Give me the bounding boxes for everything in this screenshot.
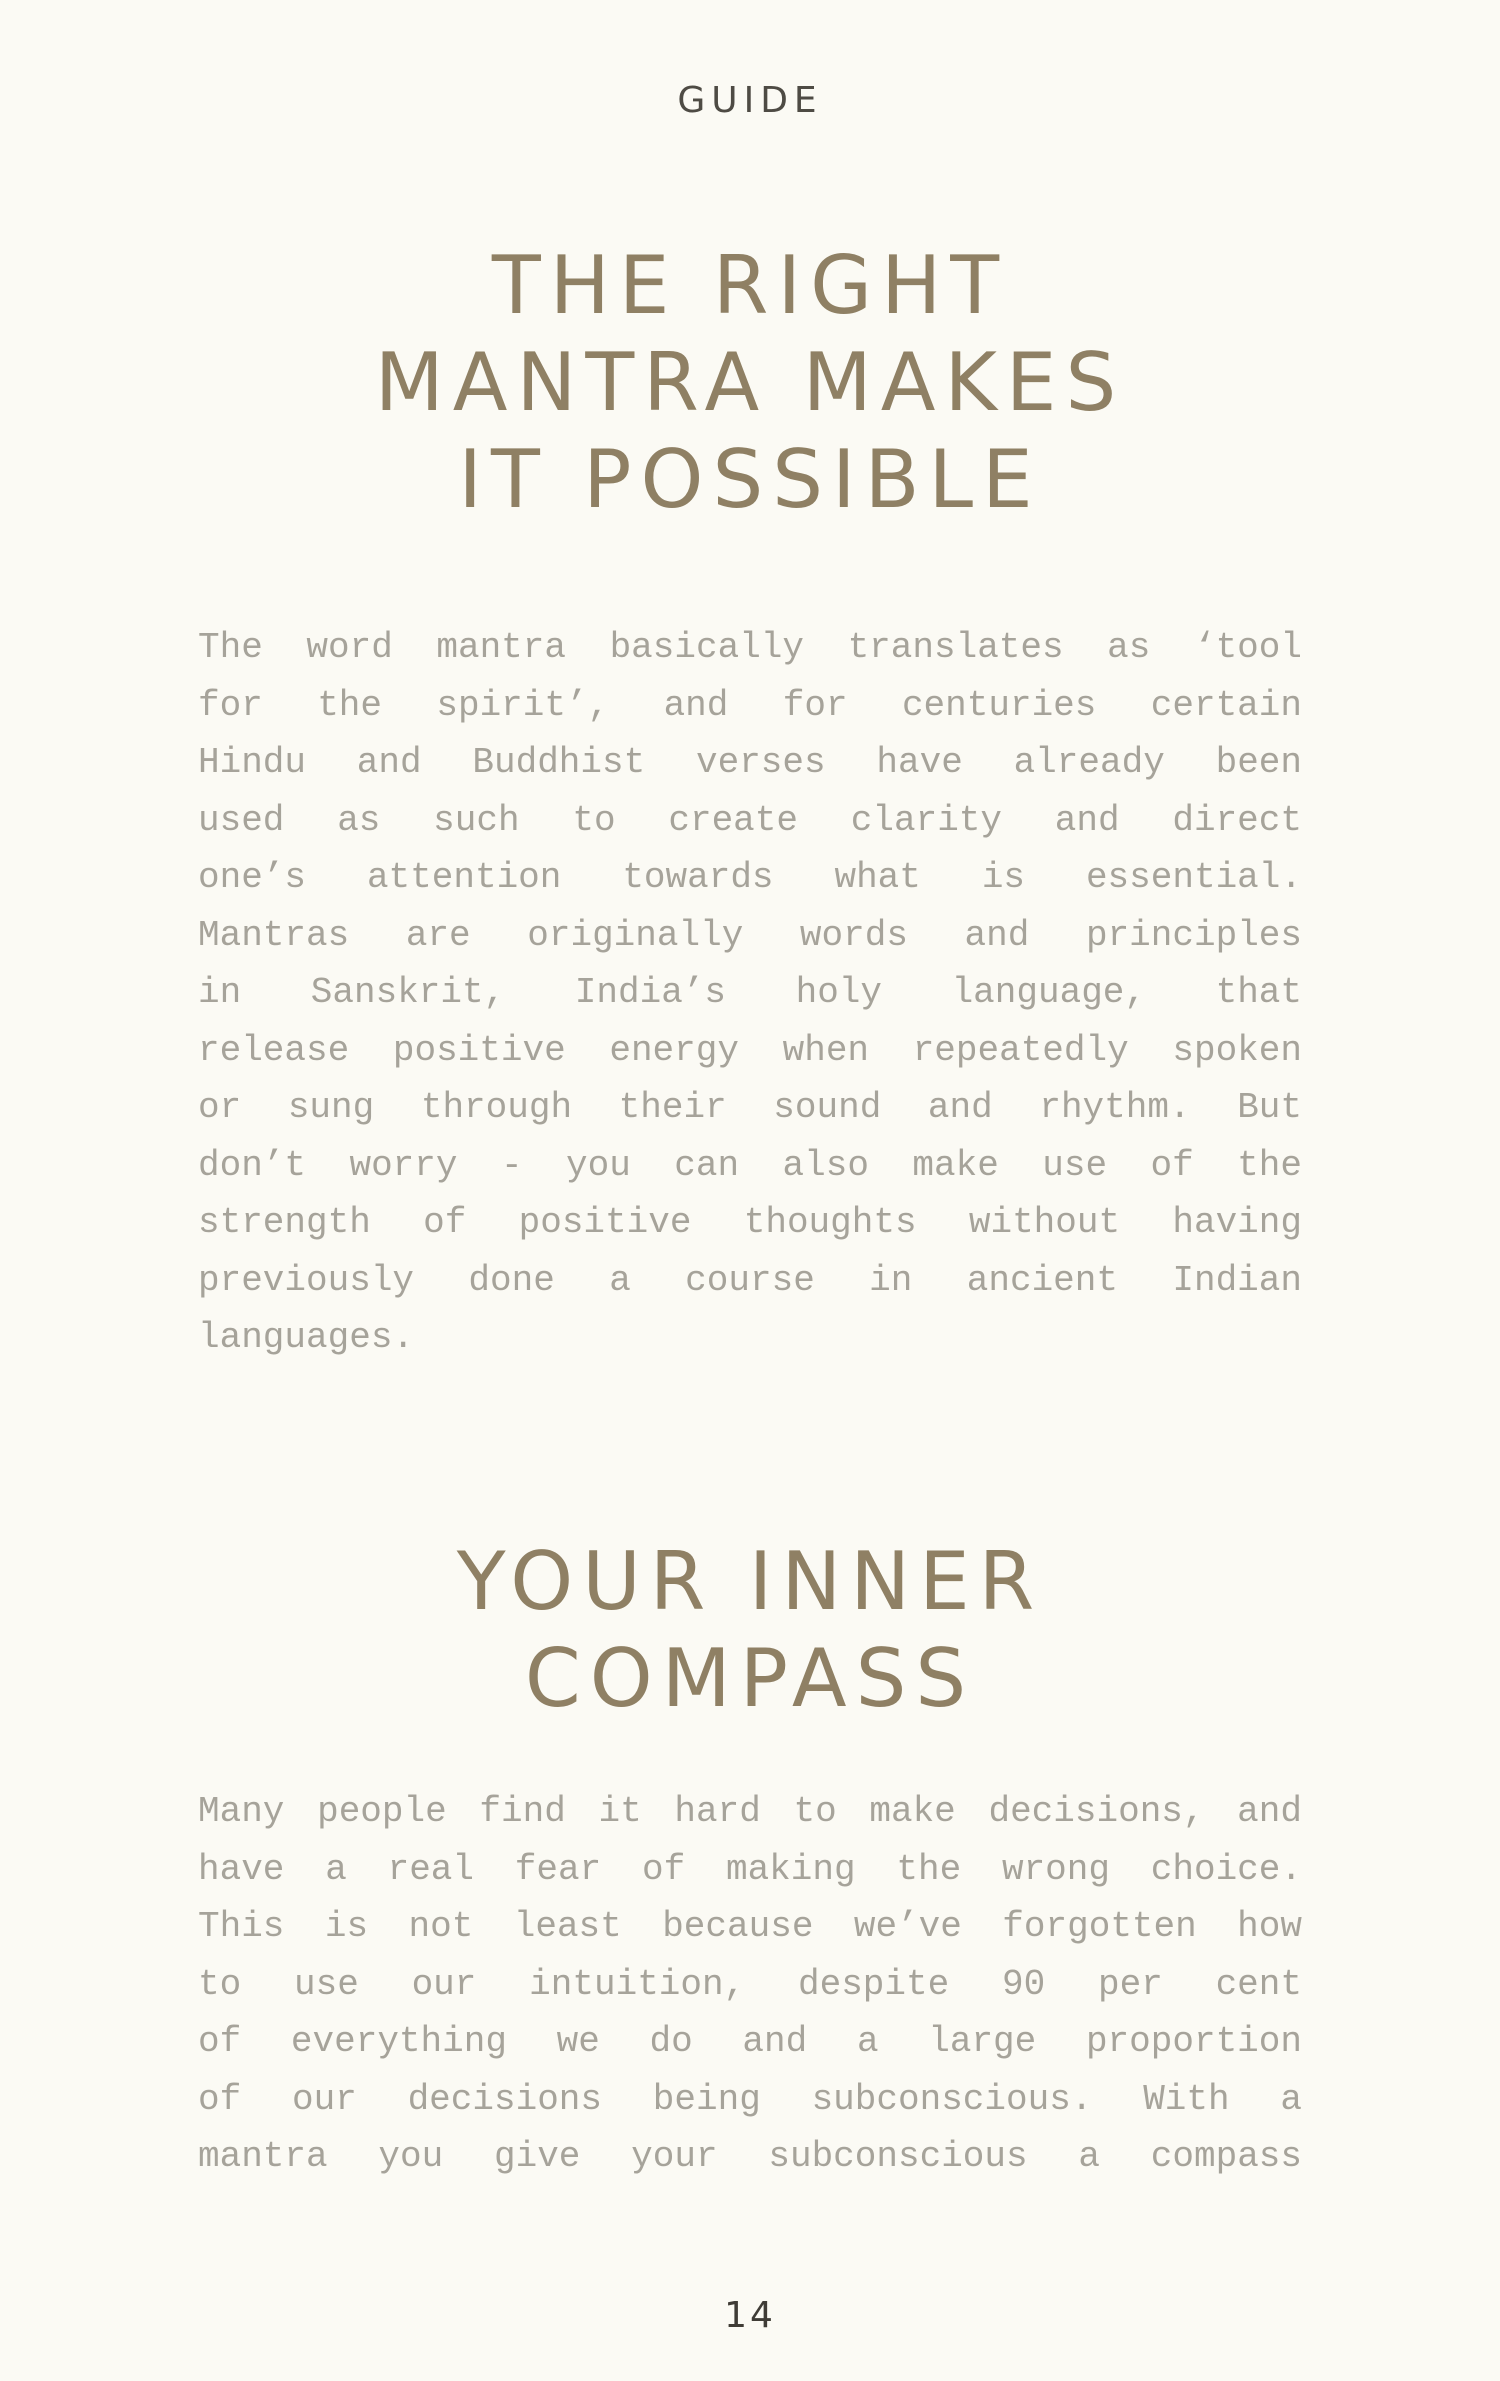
text-line: strength of positive thoughts without having [198, 1202, 1302, 1243]
text-line: don’t worry - you can also make use of the [198, 1144, 1302, 1186]
text-line: of our decisions being subconscious. With a [198, 2078, 1302, 2120]
text-line: Hindu and Buddhist verses have already been [198, 742, 1302, 783]
heading-line: COMPASS [524, 1632, 976, 1725]
text-line: release positive energy when repeatedly spoken [198, 1029, 1302, 1071]
heading-line: THE RIGHT [491, 239, 1009, 332]
text-line: This is not least because we’ve forgotten how [198, 1906, 1302, 1947]
compass-paragraph [198, 1783, 1302, 2186]
text-line: The word mantra basically translates as ‘tool [198, 627, 1302, 668]
text-line: previously done a course in ancient Indian [198, 1259, 1302, 1301]
text-line: for the spirit’, and for centuries certain [198, 684, 1302, 726]
text-line: used as such to create clarity and direct [198, 799, 1302, 841]
text-line: or sung through their sound and rhythm. But [198, 1087, 1302, 1128]
heading-line: MANTRA MAKES [374, 336, 1126, 429]
text-line: one’s attention towards what is essential. [198, 857, 1302, 898]
text-line: mantra you give your subconscious a compass [198, 2136, 1302, 2177]
heading-inner-compass [0, 1533, 1500, 1727]
section-label: GUIDE [677, 80, 823, 121]
heading-right-mantra [0, 237, 1500, 528]
text-line: to use our intuition, despite 90 per cent [198, 1963, 1302, 2005]
text-line: have a real fear of making the wrong choice. [198, 1848, 1302, 1890]
page-number: 14 [724, 2295, 776, 2336]
mantra-paragraph [198, 619, 1302, 1367]
text-line: Mantras are originally words and principles [198, 914, 1302, 956]
text-line: of everything we do and a large proportion [198, 2021, 1302, 2062]
heading-line: YOUR INNER [456, 1535, 1044, 1628]
heading-line: IT POSSIBLE [458, 433, 1042, 526]
text-line: in Sanskrit, India’s holy language, that [198, 972, 1302, 1013]
text-line: languages. [198, 1317, 415, 1358]
text-line: Many people find it hard to make decisions, and [198, 1791, 1302, 1832]
